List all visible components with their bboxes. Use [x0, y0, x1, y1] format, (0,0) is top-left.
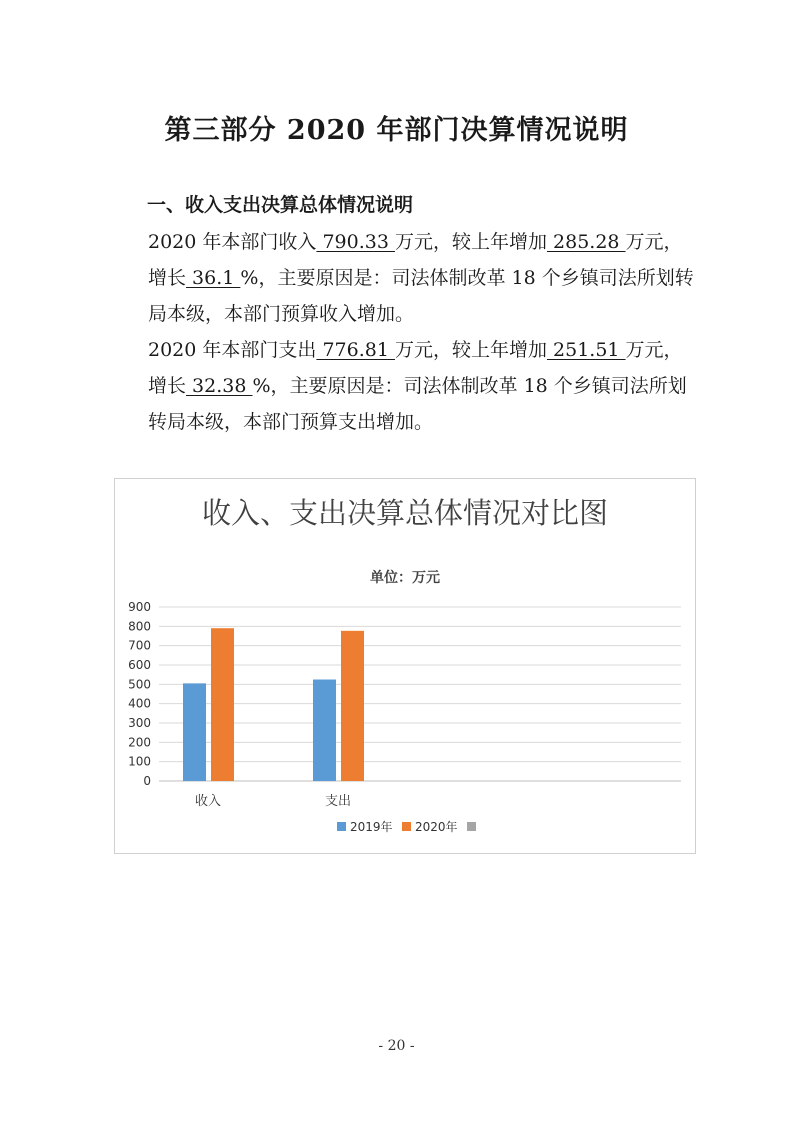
- bar: [313, 680, 336, 782]
- income-increase: 285.28: [546, 231, 626, 253]
- comparison-chart: [114, 478, 696, 854]
- page-title: 第三部分 2020 年部门决算情况说明: [164, 115, 629, 146]
- expense-amount: 776.81: [316, 339, 395, 361]
- y-tick-label: 800: [128, 619, 151, 634]
- y-tick-label: 200: [128, 735, 151, 750]
- y-tick-label: 400: [128, 696, 151, 711]
- legend-swatch: [337, 822, 346, 831]
- expense-growth: 32.38: [186, 375, 253, 397]
- bar: [183, 683, 206, 781]
- y-tick-label: 600: [128, 658, 151, 672]
- y-tick-label: 100: [128, 754, 151, 769]
- legend-swatch: [402, 822, 411, 831]
- y-tick-label: 900: [128, 600, 151, 614]
- y-tick-label: 0: [143, 774, 151, 788]
- income-text-2: 万元，较上年增加: [394, 231, 547, 253]
- bar: [341, 631, 364, 781]
- category-label: 支出: [324, 794, 352, 809]
- legend-label: 2020年: [415, 820, 458, 834]
- income-paragraph: [110, 224, 695, 332]
- legend-swatch: [467, 822, 476, 831]
- chart-unit-label: 单位：万元: [370, 570, 440, 586]
- expense-text-1: 2020 年本部门支出: [148, 339, 317, 361]
- income-text-4: %，主要原因是：司法体制改革 18 个乡镇司法所划转局本级，本部门预算收入增加。: [148, 267, 694, 325]
- category-label: 收入: [194, 794, 222, 809]
- y-tick-label: 300: [128, 716, 151, 730]
- income-growth: 36.1: [186, 267, 241, 289]
- expense-text-2: 万元，较上年增加: [394, 339, 547, 361]
- legend-label: 2019年: [350, 820, 393, 834]
- expense-paragraph: [110, 332, 695, 440]
- income-text-3: 万元，增长: [148, 231, 683, 289]
- bar: [211, 628, 234, 781]
- chart-title: 收入、支出决算总体情况对比图: [201, 496, 608, 530]
- expense-text-4: %，主要原因是：司法体制改革 18 个乡镇司法所划转局本级，本部门预算支出增加。: [148, 375, 687, 433]
- chart-plot: [115, 479, 695, 853]
- expense-increase: 251.51: [546, 339, 626, 361]
- income-amount: 790.33: [316, 231, 395, 253]
- page-number: - 20 -: [378, 1038, 415, 1054]
- y-tick-label: 700: [128, 638, 151, 653]
- y-tick-label: 500: [128, 677, 151, 692]
- section-heading: 一、收入支出决算总体情况说明: [147, 194, 414, 216]
- income-text-1: 2020 年本部门收入: [148, 231, 317, 253]
- expense-text-3: 万元，增长: [148, 339, 683, 397]
